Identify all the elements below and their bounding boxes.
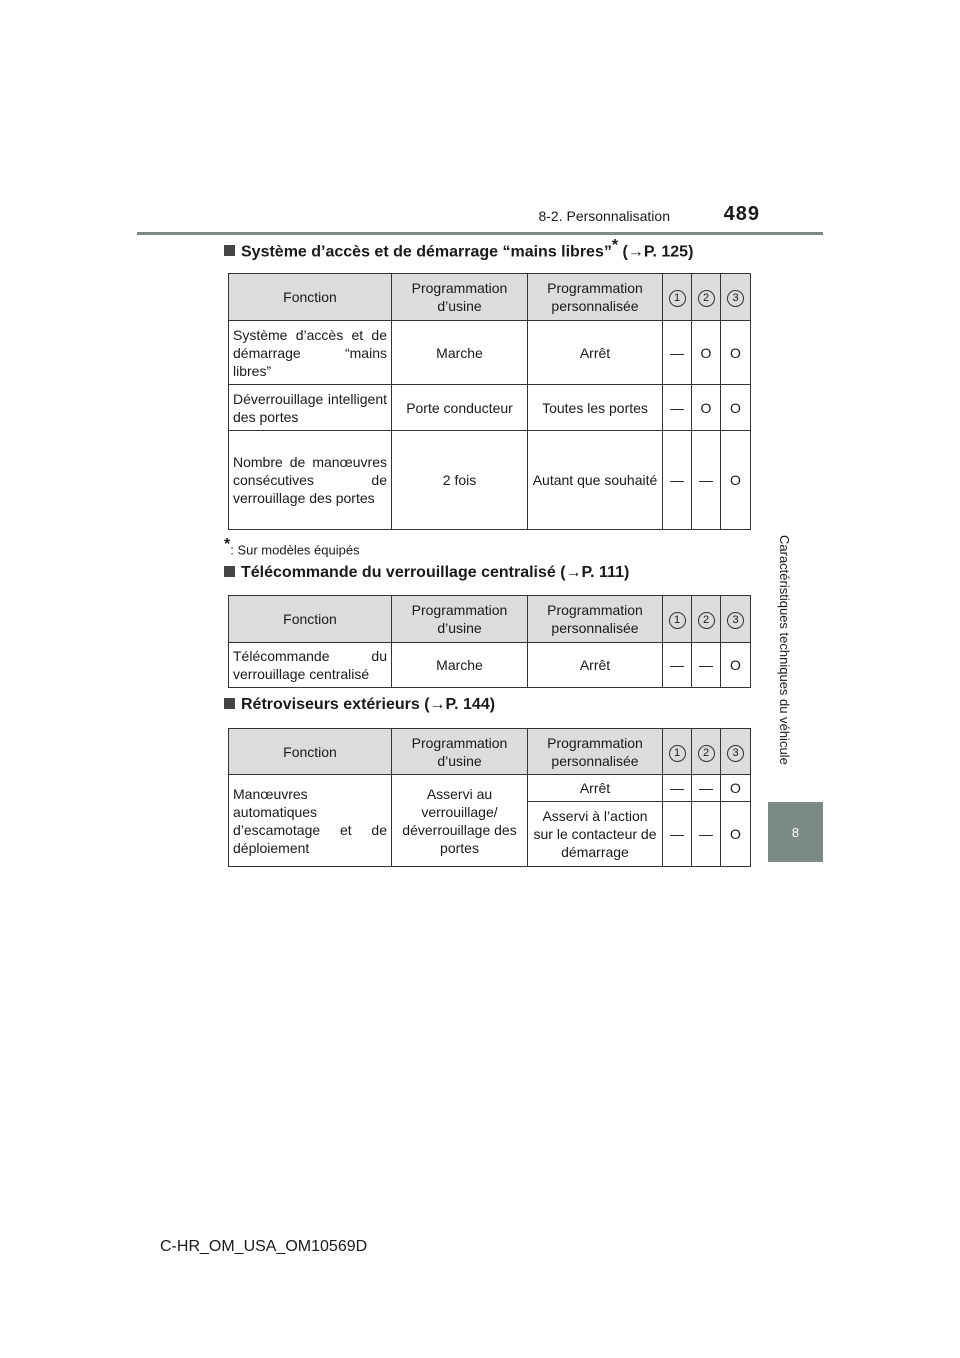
circled-number-icon: 3	[727, 745, 744, 762]
cell-fonction: Déverrouillage intelligent des portes	[229, 385, 392, 431]
document-code: C-HR_OM_USA_OM10569D	[160, 1238, 368, 1255]
table-header-row	[229, 729, 751, 775]
settings-table-remote	[228, 595, 751, 688]
cell-custom: Asservi à l’action sur le contacteur de démarrage	[528, 802, 663, 867]
square-bullet-icon	[224, 245, 235, 256]
circled-number-icon: 2	[698, 745, 715, 762]
cell-custom: Toutes les portes	[528, 385, 663, 431]
table-row	[229, 431, 751, 530]
cell-col2: —	[692, 775, 721, 802]
circled-number-icon: 3	[727, 612, 744, 629]
col-header-1	[663, 274, 692, 321]
col-header-fonction: Fonction	[229, 274, 392, 321]
circled-number-icon: 1	[669, 612, 686, 629]
col-header-custom: Programmation personnalisée	[528, 596, 663, 643]
col-header-factory: Programmation d’usine	[392, 729, 528, 775]
cell-col1: —	[663, 802, 692, 867]
cell-custom: Arrêt	[528, 321, 663, 385]
cell-col3: O	[721, 775, 751, 802]
cell-col2: —	[692, 802, 721, 867]
table-header-row	[229, 596, 751, 643]
square-bullet-icon	[224, 698, 235, 709]
col-header-1	[663, 729, 692, 775]
col-header-2	[692, 596, 721, 643]
cell-col1: —	[663, 385, 692, 431]
asterisk-marker: *	[224, 536, 231, 553]
section-heading: 8-2. Personnalisation	[538, 208, 670, 224]
cell-custom: Arrêt	[528, 775, 663, 802]
col-header-3	[721, 596, 751, 643]
cell-col1: —	[663, 431, 692, 530]
col-header-custom: Programmation personnalisée	[528, 274, 663, 321]
cell-col2: O	[692, 321, 721, 385]
chapter-tab: 8	[768, 802, 823, 862]
col-header-factory: Programmation d’usine	[392, 596, 528, 643]
cell-col3: O	[721, 385, 751, 431]
cell-fonction: Système d’accès et de démarrage “mains libres”	[229, 321, 392, 385]
col-header-fonction: Fonction	[229, 729, 392, 775]
cell-col1: —	[663, 775, 692, 802]
cell-col2: —	[692, 431, 721, 530]
footnote: *: Sur modèles équipés	[224, 536, 360, 558]
table-row	[229, 385, 751, 431]
square-bullet-icon	[224, 566, 235, 577]
cell-col3: O	[721, 321, 751, 385]
header-divider	[137, 232, 823, 235]
cell-col2: O	[692, 385, 721, 431]
col-header-custom: Programmation personnalisée	[528, 729, 663, 775]
table-header-row	[229, 274, 751, 321]
section-title-mirrors: Rétroviseurs extérieurs (→P. 144)	[224, 696, 495, 714]
cell-factory: Marche	[392, 643, 528, 688]
cell-custom: Arrêt	[528, 643, 663, 688]
page-number: 489	[723, 203, 760, 225]
col-header-3	[721, 729, 751, 775]
table-row	[229, 775, 751, 802]
cell-custom: Autant que souhaité	[528, 431, 663, 530]
cell-factory: 2 fois	[392, 431, 528, 530]
chapter-side-label: Caractéristiques techniques du véhicule	[777, 535, 792, 765]
cell-col3: O	[721, 643, 751, 688]
settings-table-mirrors	[228, 728, 751, 867]
settings-table-keyless	[228, 273, 751, 530]
asterisk-marker: *	[611, 237, 619, 254]
cell-fonction: Télécommande du verrouillage centralisé	[229, 643, 392, 688]
circled-number-icon: 2	[698, 290, 715, 307]
cell-factory: Marche	[392, 321, 528, 385]
cell-factory: Asservi au verrouillage/ déverrouillage des portes	[392, 775, 528, 867]
cell-col2: —	[692, 643, 721, 688]
circled-number-icon: 2	[698, 612, 715, 629]
col-header-3	[721, 274, 751, 321]
circled-number-icon: 1	[669, 290, 686, 307]
cell-col3: O	[721, 431, 751, 530]
col-header-2	[692, 274, 721, 321]
cell-factory: Porte conducteur	[392, 385, 528, 431]
cell-col3: O	[721, 802, 751, 867]
section-title-keyless: Système d’accès et de démarrage “mains libres”* (→P. 125)	[224, 237, 693, 261]
col-header-fonction: Fonction	[229, 596, 392, 643]
col-header-1	[663, 596, 692, 643]
circled-number-icon: 3	[727, 290, 744, 307]
cell-fonction: Manœuvres automatiques d’escamotage et de déploiement	[229, 775, 392, 867]
section-title-remote: Télécommande du verrouillage centralisé (→P. 111)	[224, 564, 629, 582]
cell-col1: —	[663, 643, 692, 688]
cell-col1: —	[663, 321, 692, 385]
col-header-factory: Programmation d’usine	[392, 274, 528, 321]
col-header-2	[692, 729, 721, 775]
circled-number-icon: 1	[669, 745, 686, 762]
table-row	[229, 321, 751, 385]
cell-fonction: Nombre de manœuvres consécutives de verrouillage des portes	[229, 431, 392, 530]
table-row	[229, 643, 751, 688]
